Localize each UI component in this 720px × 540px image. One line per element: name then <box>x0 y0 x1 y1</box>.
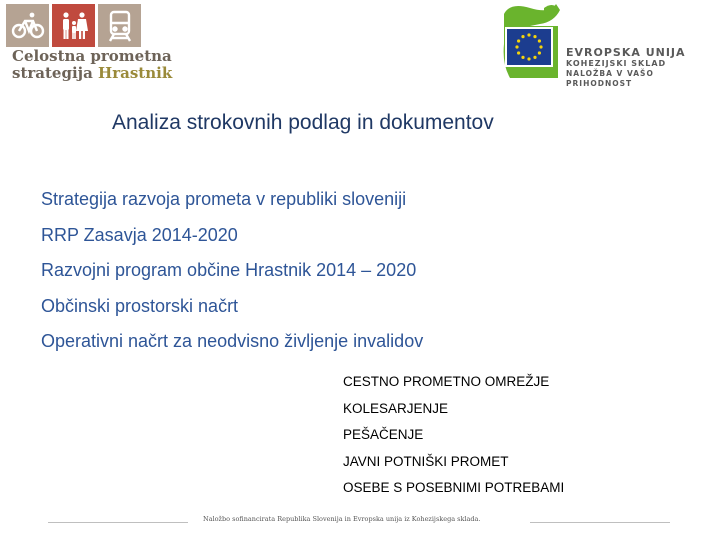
logo-icons <box>6 4 141 47</box>
slide-title: Analiza strokovnih podlag in dokumentov <box>112 111 494 134</box>
footer-divider-right <box>530 522 670 523</box>
logo-line-2b: Hrastnik <box>98 64 173 82</box>
topic-item: PEŠAČENJE <box>343 427 424 442</box>
topic-item: CESTNO PROMETNO OMREŽJE <box>343 374 550 389</box>
topic-item: OSEBE S POSEBNIMI POTREBAMI <box>343 480 565 495</box>
document-list <box>41 182 423 360</box>
train-icon <box>98 4 141 47</box>
eu-line-2: KOHEZIJSKI SKLAD <box>566 59 667 68</box>
logo-text <box>12 48 172 82</box>
eu-line-1: EVROPSKA UNIJA <box>566 46 686 59</box>
logo-line-1: Celostna prometna <box>12 47 172 65</box>
document-item: Operativni načrt za neodvisno življenje invalidov <box>41 331 424 351</box>
document-item: Občinski prostorski načrt <box>41 295 239 316</box>
topic-item: KOLESARJENJE <box>343 400 449 416</box>
pedestrians-icon <box>52 4 95 47</box>
eu-line-3: NALOŽBA V VAŠO PRIHODNOST <box>566 69 654 88</box>
eu-text <box>566 46 720 89</box>
bicycle-icon <box>6 4 49 47</box>
logo-line-2a: strategija <box>12 64 93 82</box>
footer-text: Naložbo sofinancirata Republika Slovenija in Evropska unija iz Kohezijskega sklada. <box>203 515 481 523</box>
document-item: Strategija razvoja prometa v republiki sloveniji <box>41 189 407 209</box>
document-item: Razvojni program občine Hrastnik 2014 – 2020 <box>41 260 417 280</box>
logo-line-2 <box>12 65 172 82</box>
footer-divider-left <box>48 522 188 523</box>
document-item: RRP Zasavja 2014-2020 <box>41 224 238 245</box>
topic-list <box>343 369 564 502</box>
topic-item: JAVNI POTNIŠKI PROMET <box>343 453 509 469</box>
